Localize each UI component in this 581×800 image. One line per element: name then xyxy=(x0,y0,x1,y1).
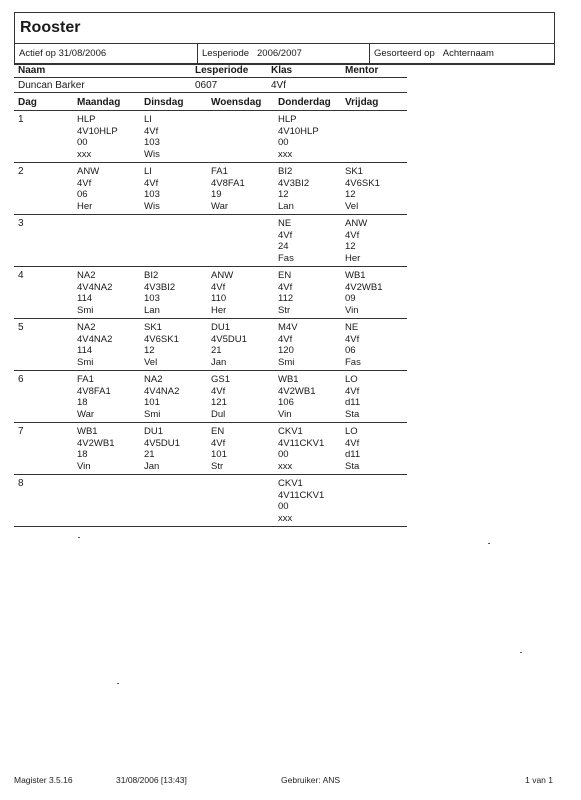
page-footer xyxy=(14,775,553,785)
lesson-subject: CKV1 xyxy=(278,478,303,489)
lesson-cell xyxy=(345,163,405,214)
lesson-group: 4Vf xyxy=(77,177,92,189)
lesson-teacher: Str xyxy=(278,304,291,316)
lesson-teacher: Her xyxy=(345,252,361,264)
lesson-group: 4Vf xyxy=(278,281,293,293)
header-dinsdag: Dinsdag xyxy=(144,97,184,108)
lesson-subject: BI2 xyxy=(278,166,293,177)
lesson-cell xyxy=(278,111,345,162)
lesson-teacher: Smi xyxy=(77,304,94,316)
lesson-cell xyxy=(77,371,144,422)
lesson-room: 00 xyxy=(278,501,289,512)
day-number: 6 xyxy=(18,374,24,385)
student-klas: 4Vf xyxy=(271,79,287,91)
report-meta xyxy=(15,44,554,64)
lesson-cell xyxy=(144,475,211,526)
lesson-room: 21 xyxy=(144,449,155,460)
lesson-teacher: Vin xyxy=(345,304,359,316)
lesson-subject: M4V xyxy=(278,322,298,333)
lesson-cell xyxy=(144,267,211,318)
lesson-subject: LI xyxy=(144,114,152,125)
lesson-subject: LI xyxy=(144,166,152,177)
user-info: Gebruiker: ANS xyxy=(281,775,341,785)
lesson-room: 103 xyxy=(144,137,160,148)
lesson-teacher: Wis xyxy=(144,200,160,212)
day-row xyxy=(14,111,407,163)
day-number: 5 xyxy=(18,322,24,333)
lesson-group: 4V11CKV1 xyxy=(278,437,325,449)
lesson-room: d11 xyxy=(345,397,361,408)
page-number: 1 van 1 xyxy=(525,775,553,785)
lesson-teacher: Wis xyxy=(144,148,160,160)
day-number: 4 xyxy=(18,270,24,281)
lesson-teacher: War xyxy=(77,408,95,420)
lesson-teacher: xxx xyxy=(278,512,293,524)
lesson-room: 112 xyxy=(278,293,294,304)
header-maandag: Maandag xyxy=(77,97,121,108)
lesson-subject: LO xyxy=(345,426,358,437)
header-dag: Dag xyxy=(18,97,37,108)
lesson-subject: ANW xyxy=(345,218,368,229)
lesson-cell xyxy=(345,371,405,422)
header-vrijdag: Vrijdag xyxy=(345,97,379,108)
col-lesperiode: Lesperiode xyxy=(195,64,249,76)
lesson-cell xyxy=(345,475,405,526)
lesson-subject: SK1 xyxy=(144,322,162,333)
day-row xyxy=(14,319,407,371)
lesson-subject: NA2 xyxy=(77,322,96,333)
lesson-group: 4V5DU1 xyxy=(211,333,247,345)
col-mentor: Mentor xyxy=(345,64,379,76)
lesson-cell xyxy=(211,423,278,474)
lesson-subject: ANW xyxy=(211,270,234,281)
timetable-body xyxy=(14,111,407,527)
lesson-group: 4Vf xyxy=(345,385,360,397)
lesson-subject: GS1 xyxy=(211,374,231,385)
lesson-teacher: Vel xyxy=(144,356,158,368)
lesson-subject: EN xyxy=(278,270,292,281)
lesson-room: d11 xyxy=(345,449,361,460)
lesson-teacher: Lan xyxy=(278,200,294,212)
lesson-cell xyxy=(77,423,144,474)
lesson-teacher: Sta xyxy=(345,460,360,472)
lesson-group: 4V2WB1 xyxy=(345,281,383,293)
lesson-group: 4V6SK1 xyxy=(144,333,179,345)
page-title: Rooster xyxy=(15,13,554,44)
lesson-teacher: Lan xyxy=(144,304,160,316)
lesson-teacher: Sta xyxy=(345,408,360,420)
lesson-room: 12 xyxy=(345,189,356,200)
period-value: 2006/2007 xyxy=(257,48,302,59)
lesson-group: 4V4NA2 xyxy=(77,281,113,293)
lesson-cell xyxy=(345,423,405,474)
lesson-group: 4V5DU1 xyxy=(144,437,180,449)
lesson-group: 4V3BI2 xyxy=(278,177,310,189)
lesson-cell xyxy=(144,215,211,266)
scan-speck xyxy=(520,652,522,653)
lesson-subject: CKV1 xyxy=(278,426,303,437)
lesson-subject: NA2 xyxy=(77,270,96,281)
scan-speck xyxy=(488,543,490,544)
lesson-group: 4Vf xyxy=(345,229,360,241)
lesson-group: 4Vf xyxy=(144,177,159,189)
lesson-teacher: Smi xyxy=(278,356,295,368)
lesson-cell xyxy=(345,319,405,370)
lesson-room: 00 xyxy=(278,137,289,148)
lesson-room: 12 xyxy=(278,189,289,200)
period-info xyxy=(198,44,370,63)
lesson-subject: NA2 xyxy=(144,374,163,385)
lesson-subject: WB1 xyxy=(278,374,299,385)
lesson-room: 121 xyxy=(211,397,227,408)
lesson-room: 06 xyxy=(77,189,88,200)
lesson-room: 110 xyxy=(211,293,227,304)
lesson-teacher: Vin xyxy=(278,408,292,420)
lesson-subject: FA1 xyxy=(77,374,94,385)
lesson-cell xyxy=(211,215,278,266)
lesson-subject: ANW xyxy=(77,166,100,177)
lesson-teacher: Fas xyxy=(345,356,361,368)
lesson-room: 12 xyxy=(144,345,155,356)
lesson-subject: WB1 xyxy=(345,270,366,281)
lesson-group: 4V3BI2 xyxy=(144,281,176,293)
lesson-cell xyxy=(211,267,278,318)
col-klas: Klas xyxy=(271,64,293,76)
scan-speck xyxy=(78,537,80,538)
lesson-group: 4Vf xyxy=(345,333,360,345)
lesson-teacher: Her xyxy=(77,200,93,212)
print-datetime: 31/08/2006 [13:43] xyxy=(116,775,187,785)
day-number: 7 xyxy=(18,426,24,437)
lesson-teacher: Jan xyxy=(211,356,227,368)
lesson-room: 00 xyxy=(77,137,88,148)
lesson-cell xyxy=(345,215,405,266)
lesson-subject: NE xyxy=(345,322,359,333)
lesson-room: 21 xyxy=(211,345,222,356)
lesson-cell xyxy=(278,423,345,474)
lesson-cell xyxy=(77,319,144,370)
lesson-subject: EN xyxy=(211,426,225,437)
lesson-teacher: Fas xyxy=(278,252,294,264)
lesson-room: 12 xyxy=(345,241,356,252)
sort-info xyxy=(370,44,554,63)
lesson-cell xyxy=(278,319,345,370)
lesson-cell xyxy=(144,319,211,370)
lesson-cell xyxy=(211,111,278,162)
lesson-room: 120 xyxy=(278,345,294,356)
lesson-group: 4V6SK1 xyxy=(345,177,380,189)
lesson-cell xyxy=(211,319,278,370)
lesson-room: 06 xyxy=(345,345,356,356)
lesson-cell xyxy=(144,111,211,162)
day-row xyxy=(14,267,407,319)
lesson-cell xyxy=(278,215,345,266)
lesson-subject: DU1 xyxy=(211,322,231,333)
lesson-room: 101 xyxy=(144,397,160,408)
lesson-cell xyxy=(144,371,211,422)
lesson-subject: HLP xyxy=(278,114,297,125)
lesson-room: 18 xyxy=(77,397,88,408)
lesson-teacher: Str xyxy=(211,460,224,472)
lesson-cell xyxy=(77,215,144,266)
header-woensdag: Woensdag xyxy=(211,97,262,108)
lesson-subject: DU1 xyxy=(144,426,164,437)
lesson-group: 4V4NA2 xyxy=(77,333,113,345)
lesson-teacher: xxx xyxy=(278,460,293,472)
day-number: 8 xyxy=(18,478,24,489)
lesson-cell xyxy=(77,163,144,214)
lesson-group: 4Vf xyxy=(345,437,360,449)
lesson-teacher: Jan xyxy=(144,460,160,472)
day-row xyxy=(14,163,407,215)
lesson-room: 103 xyxy=(144,189,160,200)
lesson-group: 4Vf xyxy=(278,333,293,345)
lesson-subject: BI2 xyxy=(144,270,159,281)
lesson-subject: WB1 xyxy=(77,426,98,437)
active-date: Actief op 31/08/2006 xyxy=(15,44,198,63)
report-header xyxy=(14,12,555,65)
lesson-cell xyxy=(77,111,144,162)
lesson-group: 4Vf xyxy=(211,281,226,293)
lesson-cell xyxy=(77,267,144,318)
timetable-header xyxy=(14,93,407,111)
lesson-subject: NE xyxy=(278,218,292,229)
day-row xyxy=(14,371,407,423)
lesson-subject: SK1 xyxy=(345,166,363,177)
schedule-sheet xyxy=(14,63,407,527)
day-row xyxy=(14,423,407,475)
lesson-cell xyxy=(278,163,345,214)
student-row xyxy=(14,78,407,93)
lesson-cell xyxy=(211,371,278,422)
lesson-subject: LO xyxy=(345,374,358,385)
student-lesperiode: 0607 xyxy=(195,79,218,91)
lesson-subject: FA1 xyxy=(211,166,228,177)
lesson-cell xyxy=(211,163,278,214)
lesson-room: 103 xyxy=(144,293,160,304)
lesson-group: 4V8FA1 xyxy=(77,385,111,397)
lesson-group: 4V4NA2 xyxy=(144,385,180,397)
lesson-room: 24 xyxy=(278,241,289,252)
lesson-teacher: Smi xyxy=(77,356,94,368)
lesson-teacher: Her xyxy=(211,304,227,316)
sort-value: Achternaam xyxy=(442,48,494,59)
day-number: 3 xyxy=(18,218,24,229)
col-naam: Naam xyxy=(18,64,46,76)
sort-label: Gesorteerd op xyxy=(374,48,435,59)
lesson-teacher: Smi xyxy=(144,408,161,420)
app-version: Magister 3.5.16 xyxy=(14,775,73,785)
day-row xyxy=(14,215,407,267)
lesson-room: 114 xyxy=(77,345,93,356)
lesson-group: 4Vf xyxy=(211,385,226,397)
lesson-group: 4V2WB1 xyxy=(77,437,115,449)
student-name: Duncan Barker xyxy=(18,79,85,91)
lesson-teacher: Dul xyxy=(211,408,226,420)
lesson-cell xyxy=(144,163,211,214)
day-row xyxy=(14,475,407,527)
lesson-group: 4Vf xyxy=(211,437,226,449)
lesson-teacher: Vel xyxy=(345,200,359,212)
lesson-teacher: xxx xyxy=(77,148,92,160)
lesson-group: 4Vf xyxy=(278,229,293,241)
header-donderdag: Donderdag xyxy=(278,97,331,108)
period-label: Lesperiode xyxy=(202,48,250,59)
lesson-group: 4V11CKV1 xyxy=(278,489,325,501)
lesson-cell xyxy=(345,111,405,162)
day-number: 1 xyxy=(18,114,24,125)
student-header-row xyxy=(14,63,407,78)
lesson-group: 4V10HLP xyxy=(278,125,319,137)
lesson-group: 4V10HLP xyxy=(77,125,118,137)
lesson-room: 101 xyxy=(211,449,227,460)
lesson-cell xyxy=(345,267,405,318)
lesson-group: 4V2WB1 xyxy=(278,385,316,397)
lesson-subject: HLP xyxy=(77,114,96,125)
lesson-group: 4Vf xyxy=(144,125,159,137)
lesson-cell xyxy=(77,475,144,526)
lesson-cell xyxy=(278,267,345,318)
lesson-cell xyxy=(211,475,278,526)
lesson-teacher: xxx xyxy=(278,148,293,160)
lesson-room: 18 xyxy=(77,449,88,460)
lesson-room: 00 xyxy=(278,449,289,460)
lesson-room: 09 xyxy=(345,293,356,304)
lesson-cell xyxy=(278,475,345,526)
lesson-cell xyxy=(144,423,211,474)
lesson-teacher: Vin xyxy=(77,460,91,472)
lesson-teacher: War xyxy=(211,200,229,212)
scan-speck xyxy=(117,683,119,684)
day-number: 2 xyxy=(18,166,24,177)
lesson-room: 114 xyxy=(77,293,93,304)
lesson-room: 106 xyxy=(278,397,294,408)
lesson-group: 4V8FA1 xyxy=(211,177,245,189)
lesson-room: 19 xyxy=(211,189,222,200)
lesson-cell xyxy=(278,371,345,422)
